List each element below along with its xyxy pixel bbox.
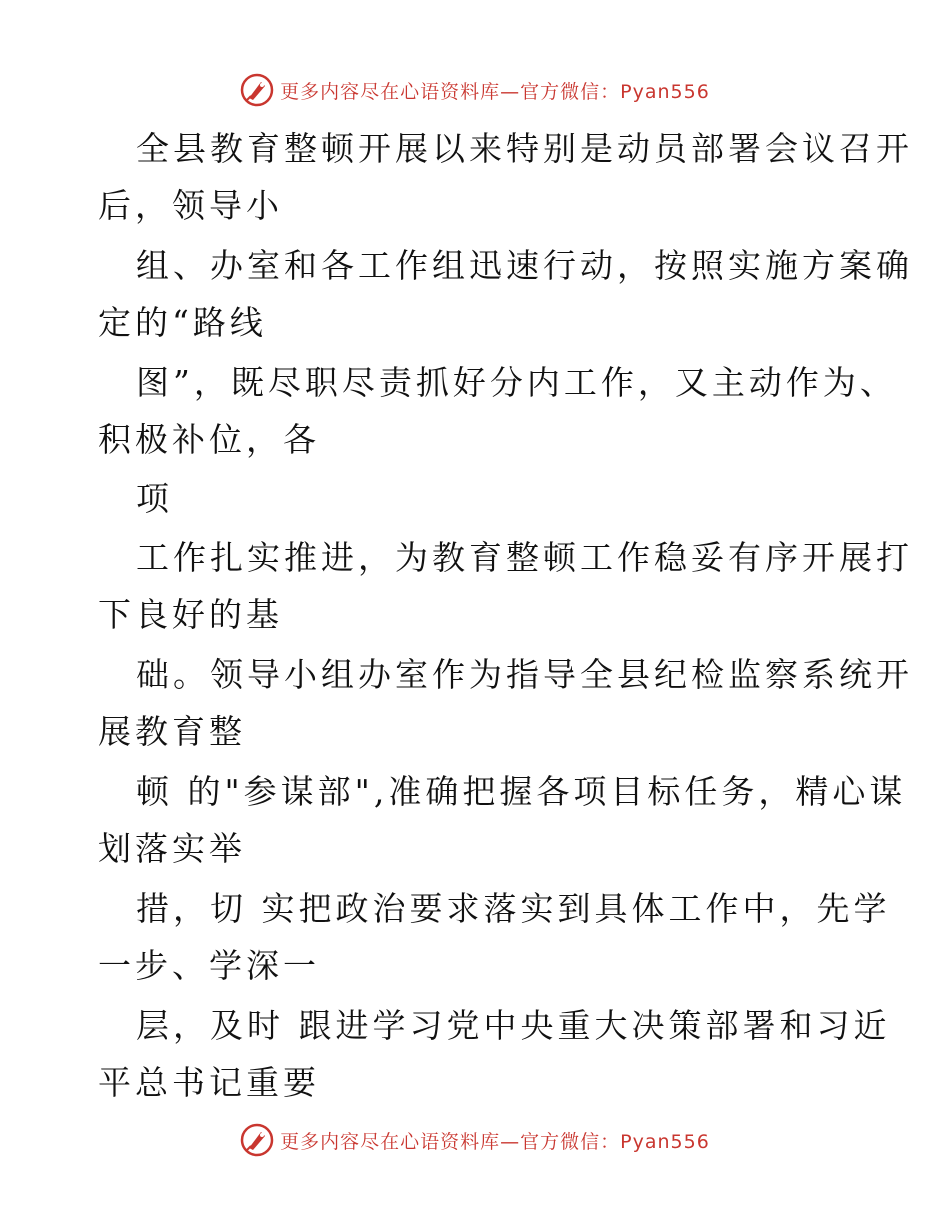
body-line-6: 积极补位，各 — [98, 420, 320, 459]
body-line-8: 工作扎实推进，为教育整顿工作稳妥有序开展打 — [136, 538, 913, 577]
footer-watermark — [0, 1120, 950, 1160]
body-line-11: 展教育整 — [98, 712, 246, 751]
body-line-16: 层，及时 跟进学习党中央重大决策部署和习近 — [136, 1006, 891, 1045]
body-line-13: 划落实举 — [98, 829, 246, 868]
body-line-4: 定的“路线 — [98, 303, 267, 342]
body-line-12: 顿 的"参谋部",准确把握各项目标任务，精心谋 — [136, 772, 907, 811]
body-line-2: 后，领导小 — [98, 186, 283, 225]
body-line-7: 项 — [136, 479, 173, 518]
body-line-3: 组、办室和各工作组迅速行动，按照实施方案确 — [136, 246, 913, 285]
watermark-text: 更多内容尽在心语资料库—官方微信：Pyan556 — [280, 1130, 710, 1153]
body-line-15: 一步、学深一 — [98, 946, 320, 985]
body-line-14: 措，切 实把政治要求落实到具体工作中，先学 — [136, 889, 891, 928]
pen-nib-logo-icon — [240, 1123, 274, 1157]
pen-nib-logo-icon — [240, 73, 274, 107]
body-line-5: 图”，既尽职尽责抓好分内工作，又主动作为、 — [136, 363, 897, 402]
body-line-10: 础。领导小组办室作为指导全县纪检监察系统开 — [136, 655, 913, 694]
body-line-1: 全县教育整顿开展以来特别是动员部署会议召开 — [136, 129, 913, 168]
watermark-text: 更多内容尽在心语资料库—官方微信：Pyan556 — [280, 80, 710, 103]
body-line-9: 下良好的基 — [98, 595, 283, 634]
body-line-17: 平总书记重要 — [98, 1063, 320, 1102]
header-watermark — [0, 70, 950, 110]
